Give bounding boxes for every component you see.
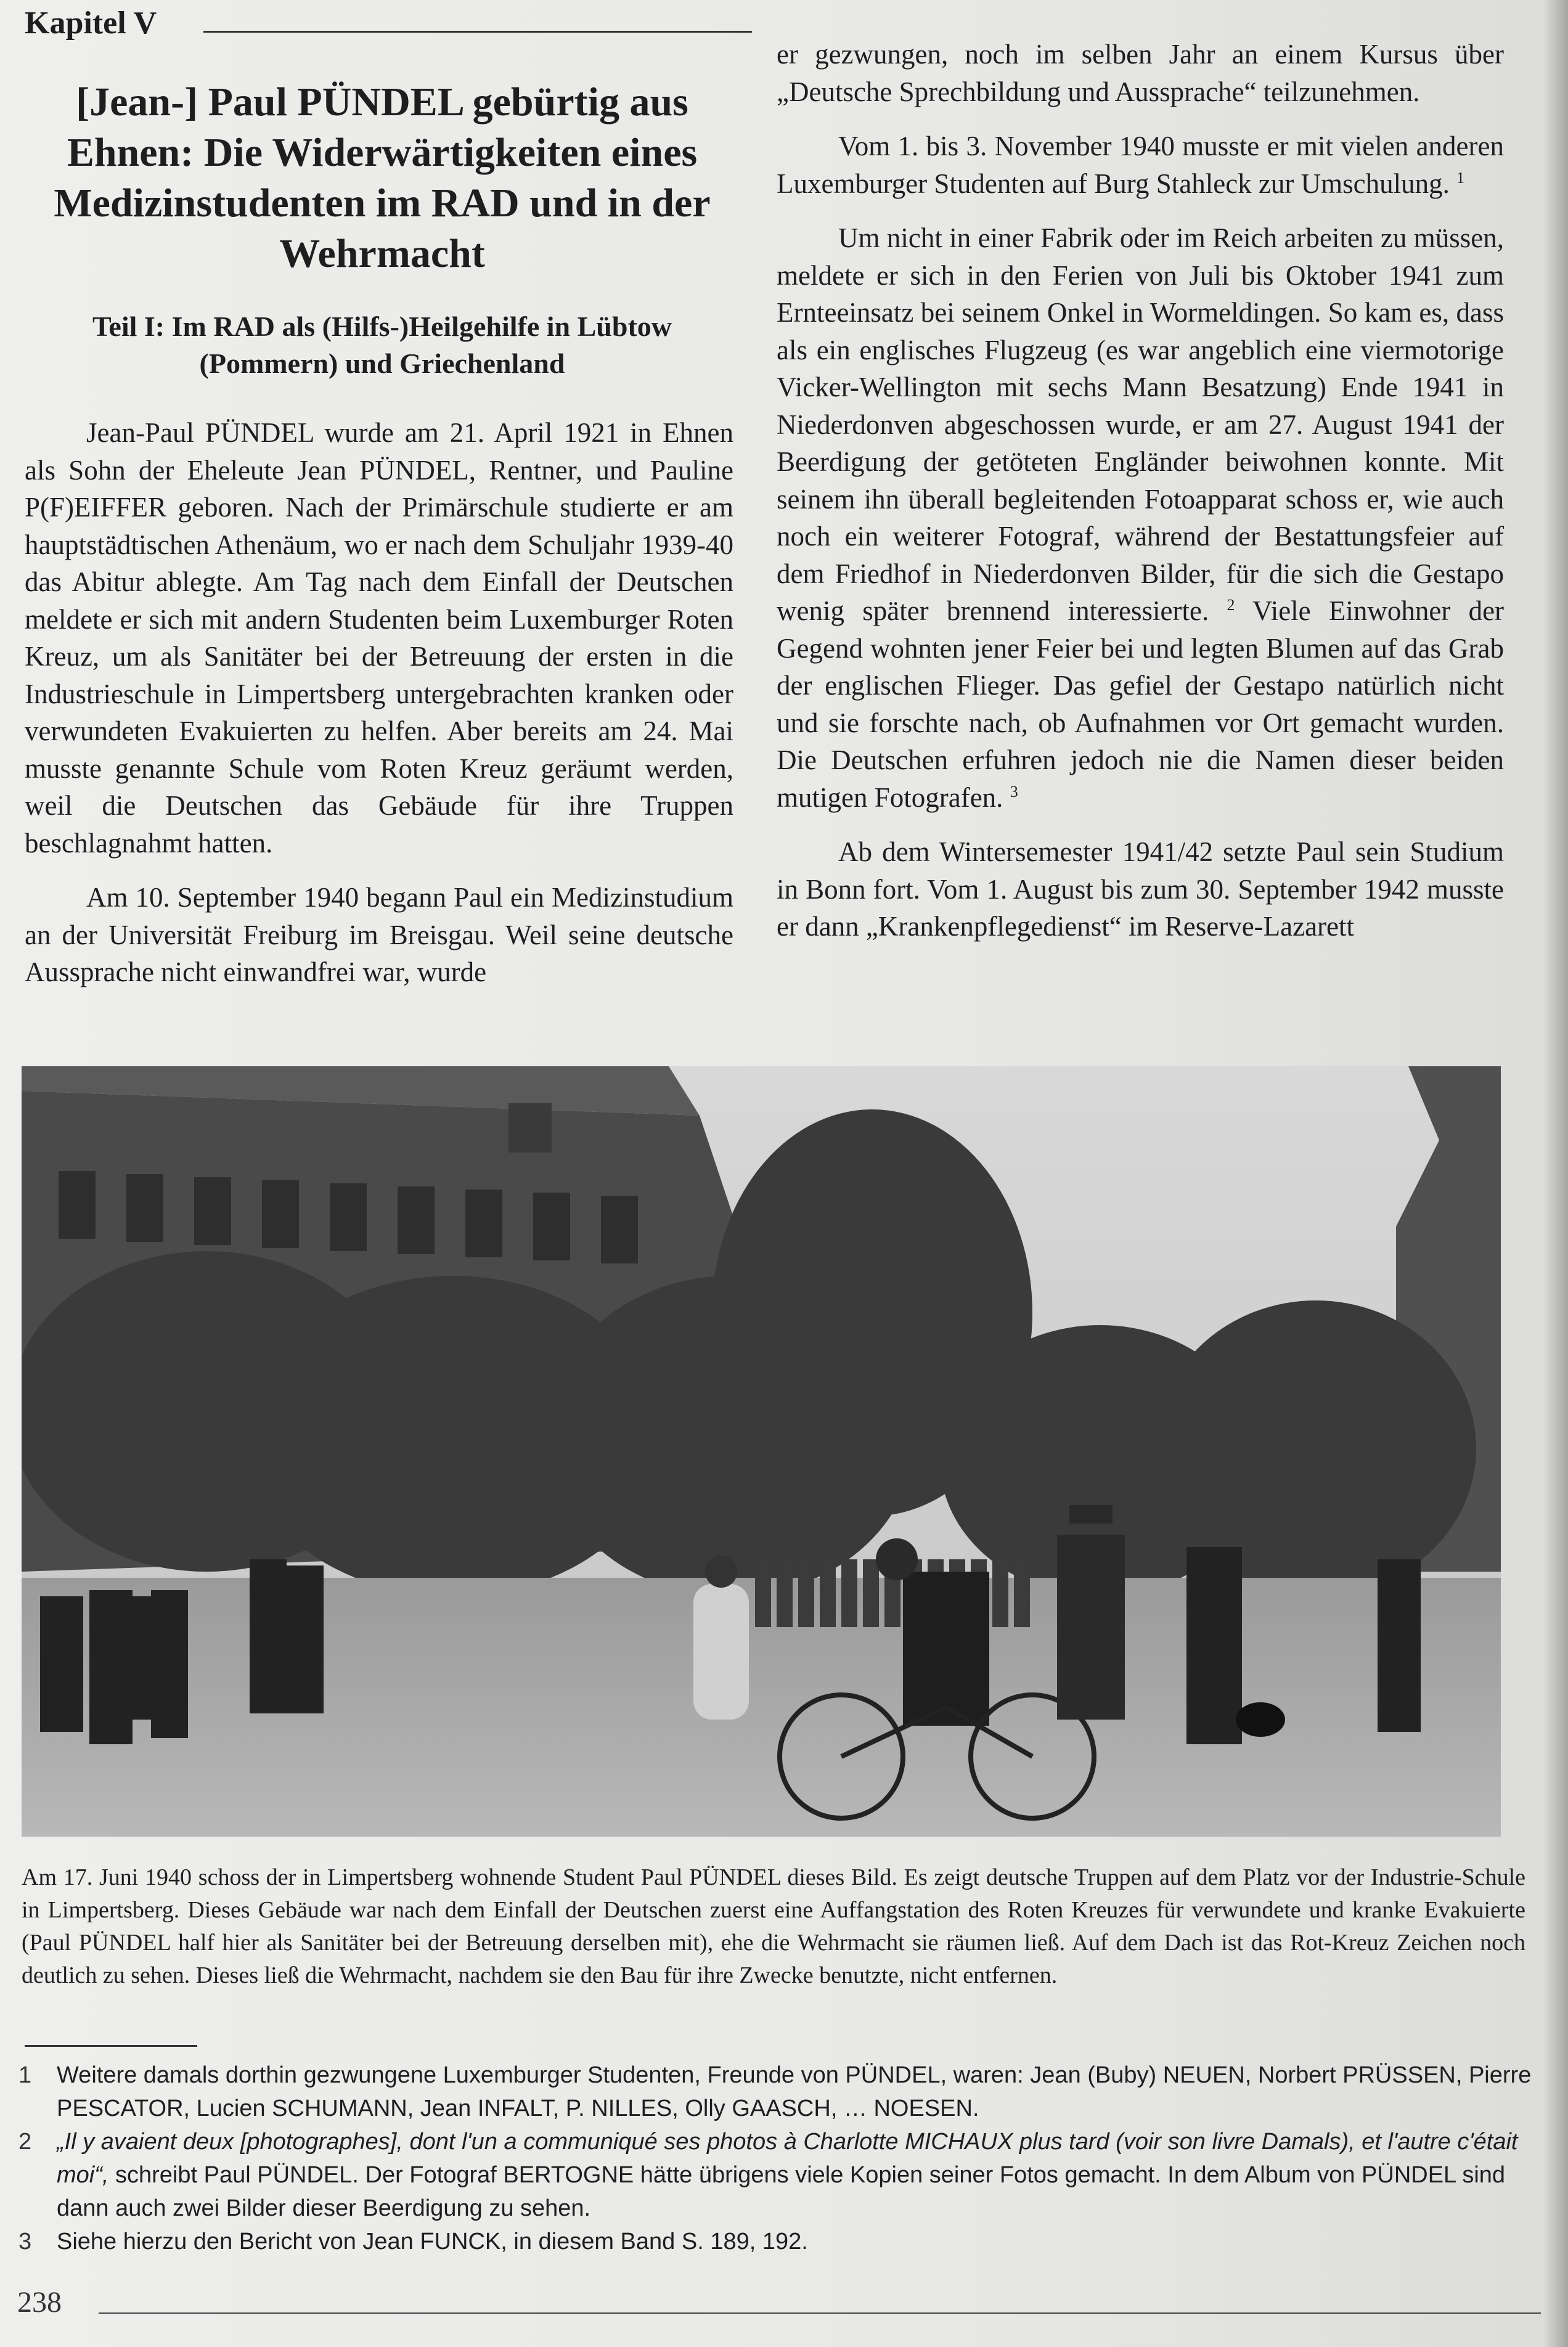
page-number: 238 bbox=[17, 2286, 62, 2319]
photo-caption: Am 17. Juni 1940 schoss der in Limpertsberg wohnende Student Paul PÜNDEL dieses Bild. Es zeigt deutsche Truppen auf dem Platz vor der Industrie-Schule in Limpertsberg. Dieses Gebäude war nach dem Einfall der Deutschen zuerst eine Auffangstation des Roten Kreuzes für verwundete und kranke Evakuierte (Paul PÜNDEL half hier als Sanitäter bei der Betreuung derselben mit), ehe die Wehrmacht sie räumen ließ. Auf dem Dach ist das Rot-Kreuz Zeichen noch deutlich zu sehen. Dieses ließ die Wehrmacht, nachdem sie den Bau für ihre Zwecke benutzte, nicht entfernen. bbox=[22, 1864, 1525, 1988]
photo-illustration bbox=[22, 1066, 1501, 1837]
paragraph-medicine-study: Am 10. September 1940 begann Paul ein Medizinstudium an der Universität Freiburg im Breisgau. Weil seine deutsche Aussprache nicht einwandfrei war, wurde bbox=[25, 882, 733, 987]
footnote-text: Weitere damals dorthin gezwungene Luxemburger Studenten, Freunde von PÜNDEL, waren: Jean (Buby) NEUEN, Norbert PRÜSSEN, Pierre PESCATOR, Lucien SCHUMANN, Jean INFALT, P. NILLES, Olly GAASCH, … NOESEN. bbox=[57, 2062, 1532, 2121]
paragraph-speech-course: er gezwungen, noch im selben Jahr an einem Kursus über „Deutsche Sprechbildung und Aussprache“ teilzunehmen. bbox=[777, 39, 1504, 107]
footnote-number: 3 bbox=[18, 2229, 32, 2255]
article-subtitle: Teil I: Im RAD als (Hilfs-)Heilgehilfe in Lübtow (Pommern) und Griechenland bbox=[92, 311, 672, 379]
footnotes bbox=[18, 2059, 1535, 2258]
footnote-rule bbox=[25, 2045, 197, 2047]
footnote-3 bbox=[18, 2225, 1535, 2258]
article-title: [Jean-] Paul PÜNDEL gebürtig aus Ehnen: Die Widerwärtigkeiten eines Medizinstudenten im RAD und in der Wehrmacht bbox=[54, 80, 711, 276]
paragraph-burg-stahleck bbox=[777, 128, 1504, 202]
footnote-text: schreibt Paul PÜNDEL. Der Fotograf BERTOGNE hätte übrigens viele Kopien seiner Fotos gemacht. In dem Album von PÜNDEL sind dann auch zwei Bilder dieser Beerdigung zu sehen. bbox=[57, 2162, 1506, 2221]
paragraph-harvest bbox=[777, 219, 1504, 816]
paragraph-funeral-text: Viele Einwohner der Gegend wohnten jener Feier bei und legten Blumen auf das Grab der englischen Flieger. Das gefiel der Gestapo natürlich nicht und sie forschte nach, ob Aufnahmen vor Ort gemacht wurden. Die Deutschen erfuhren jedoch nie die Namen dieser beiden mutigen Fotografen. bbox=[777, 595, 1505, 813]
black-dog bbox=[1236, 1702, 1285, 1737]
paragraph-bonn: Ab dem Wintersemester 1941/42 setzte Paul sein Studium in Bonn fort. Vom 1. August bis zum 30. September 1942 musste er dann „Krankenpflegedienst“ im Reserve-Lazarett bbox=[777, 836, 1504, 942]
paragraph-birth: Jean-Paul PÜNDEL wurde am 21. April 1921 in Ehnen als Sohn der Eheleute Jean PÜNDEL, Rentner, und Pauline P(F)EIFFER geboren. Nach der Primärschule studierte er am hauptstädtischen Athenäum, wo er nach dem Schuljahr 1939-40 das Abitur ablegte. Am Tag nach dem Einfall der Deutschen meldete er sich mit andern Studenten beim Luxemburger Roten Kreuz, um als Sanitäter bei der Betreuung der ersten in die Industrieschule in Limpertsberg untergebrachten kranken oder verwundeten Evakuierten zu helfen. Aber bereits am 24. Mai musste genannte Schule vom Roten Kreuz geräumt werden, weil die Deutschen das Gebäude für ihre Truppen beschlagnahmt hatten. bbox=[25, 417, 733, 859]
footnote-quote: „Il y avaient deux [photographes], dont l'un a communiqué ses photos à Charlotte MICHAUX plus tard (voir son livre Damals), et l'autre c'était moi“, bbox=[57, 2129, 1518, 2188]
paragraph-harvest-text: Um nicht in einer Fabrik oder im Reich arbeiten zu müssen, meldete er sich in den Ferien von Juli bis Oktober 1941 zum Ernteeinsatz bei seinem Onkel in Wormeldingen. So kam es, dass als ein englisches Flugzeug (es war angeblich eine viermotorige Vicker-Wellington mit sechs Mann Besatzung) Ende 1941 in Niederdonven abgeschossen wurde, er am 27. August 1941 der Beerdigung der getöteten Engländer beiwohnen konnte. Mit seinem ihn überall begleitenden Fotoapparat schoss er, wie auch noch ein weiterer Fotograf, während der Bestattungsfeier auf dem Friedhof in Niederdonven Bilder, für die sich die Gestapo wenig später brennend interessierte. bbox=[777, 222, 1504, 626]
paragraph-burg-stahleck-text: Vom 1. bis 3. November 1940 musste er mit vielen anderen Luxemburger Studenten auf Burg Stahleck zur Umschulung. bbox=[777, 131, 1504, 199]
footnote-ref-1[interactable]: 1 bbox=[1456, 168, 1465, 187]
book-spine-shadow bbox=[1543, 0, 1568, 2347]
footnote-ref-2[interactable]: 2 bbox=[1227, 596, 1235, 614]
right-column bbox=[777, 36, 1504, 963]
footnote-number: 2 bbox=[18, 2129, 32, 2155]
footnote-1 bbox=[18, 2059, 1535, 2125]
man-with-hat bbox=[1057, 1505, 1125, 1720]
footnote-ref-3[interactable]: 3 bbox=[1010, 782, 1018, 801]
footnote-2 bbox=[18, 2125, 1535, 2225]
left-column bbox=[25, 414, 733, 1008]
chapter-rule bbox=[203, 31, 752, 33]
footnote-text: Siehe hierzu den Bericht von Jean FUNCK, in diesem Band S. 189, 192. bbox=[57, 2229, 808, 2255]
footnote-number: 1 bbox=[18, 2062, 32, 2088]
historic-photo bbox=[22, 1066, 1501, 1837]
bottom-rule bbox=[99, 2312, 1541, 2314]
chapter-heading: Kapitel V bbox=[25, 6, 157, 41]
